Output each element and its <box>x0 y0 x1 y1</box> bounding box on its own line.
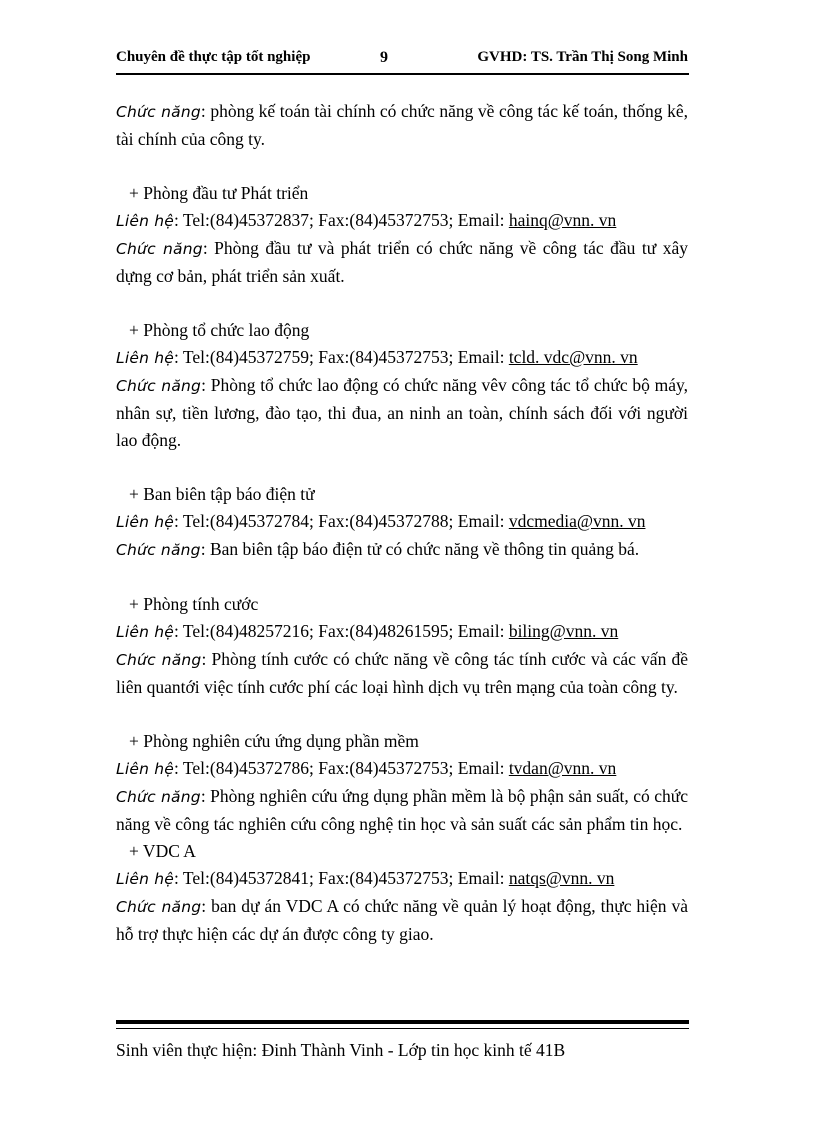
intro-paragraph <box>116 98 688 153</box>
function-label: Chức năng <box>116 788 201 806</box>
function-label: Chức năng <box>116 103 201 121</box>
contact-details: : Tel:(84)48257216; Fax:(84)48261595; Email: <box>174 621 509 641</box>
document-title: Chuyên đề thực tập tốt nghiệp <box>116 49 311 65</box>
function-line <box>116 372 688 454</box>
section-title: + Phòng tổ chức lao động <box>129 320 310 340</box>
function-line <box>116 536 688 564</box>
footer-divider <box>116 1020 689 1029</box>
contact-line <box>116 865 688 893</box>
contact-details: : Tel:(84)45372841; Fax:(84)45372753; Email: <box>174 868 509 888</box>
contact-details: : Tel:(84)45372786; Fax:(84)45372753; Email: <box>174 758 509 778</box>
email-link[interactable]: natqs@vnn. vn <box>508 868 615 888</box>
email-link[interactable]: biling@vnn. vn <box>508 621 619 641</box>
contact-label: Liên hệ <box>116 349 174 367</box>
section-title: + Phòng tính cước <box>129 594 259 614</box>
function-text: : Ban biên tập báo điện tử có chức năng về thông tin quảng bá. <box>200 539 640 559</box>
page-number: 9 <box>380 49 388 66</box>
contact-label: Liên hệ <box>116 513 174 531</box>
contact-label: Liên hệ <box>116 870 174 888</box>
function-line <box>116 235 688 290</box>
function-text: : ban dự án VDC A có chức năng về quản lý hoạt động, thực hiện và hỗ trợ thực hiện các dự án được công ty giao. <box>116 896 688 944</box>
function-label: Chức năng <box>116 377 202 395</box>
function-label: Chức năng <box>116 898 202 916</box>
function-label: Chức năng <box>116 541 201 559</box>
contact-line <box>116 344 688 372</box>
document-body <box>116 98 688 948</box>
function-line <box>116 893 688 948</box>
contact-label: Liên hệ <box>116 623 174 641</box>
section-title: + Phòng nghiên cứu ứng dụng phần mềm <box>129 731 419 751</box>
function-line <box>116 646 688 701</box>
contact-details: : Tel:(84)45372784; Fax:(84)45372788; Email: <box>174 511 509 531</box>
contact-line <box>116 508 688 536</box>
function-text: : Phòng tổ chức lao động có chức năng vêv công tác tổ chức bộ máy, nhân sự, tiền lương, đào tạo, thi đua, an ninh an toàn, chính sách đối với người lao động. <box>116 375 688 450</box>
function-label: Chức năng <box>116 651 202 669</box>
function-text: : Phòng tính cước có chức năng về công tác tính cước và các vấn đề liên quantới việc tính cước phí các loại hình dịch vụ trên mạng của toàn công ty. <box>116 649 688 697</box>
function-text: : Phòng đầu tư và phát triển có chức năng về công tác đầu tư xây dựng cơ bản, phát triển sản xuất. <box>116 238 688 286</box>
email-link[interactable]: tcld. vdc@vnn. vn <box>508 347 638 367</box>
contact-line <box>116 755 688 783</box>
contact-details: : Tel:(84)45372759; Fax:(84)45372753; Email: <box>174 347 509 367</box>
function-line <box>116 783 688 838</box>
header-divider <box>116 73 689 75</box>
section-title: + Phòng đầu tư Phát triển <box>129 183 309 203</box>
email-link[interactable]: hainq@vnn. vn <box>508 210 617 230</box>
page-header <box>116 49 688 71</box>
section-title: + VDC A <box>129 841 196 861</box>
page-footer: Sinh viên thực hiện: Đinh Thành Vinh - Lớp tin học kinh tế 41B <box>116 1040 566 1060</box>
email-link[interactable]: tvdan@vnn. vn <box>508 758 617 778</box>
function-label: Chức năng <box>116 240 203 258</box>
contact-line <box>116 618 688 646</box>
email-link[interactable]: vdcmedia@vnn. vn <box>508 511 646 531</box>
contact-details: : Tel:(84)45372837; Fax:(84)45372753; Email: <box>174 210 509 230</box>
contact-label: Liên hệ <box>116 212 174 230</box>
contact-label: Liên hệ <box>116 760 174 778</box>
supervisor-label: GVHD: TS. Trần Thị Song Minh <box>477 49 688 65</box>
section-title: + Ban biên tập báo điện tử <box>129 484 315 504</box>
function-text: : phòng kế toán tài chính có chức năng về công tác kế toán, thống kê, tài chính của công ty. <box>116 101 688 149</box>
contact-line <box>116 207 688 235</box>
function-text: : Phòng nghiên cứu ứng dụng phần mềm là bộ phận sản suất, có chức năng về công tác nghiên cứu công nghệ tin học và sản suất các sản phẩm tin học. <box>116 786 688 834</box>
